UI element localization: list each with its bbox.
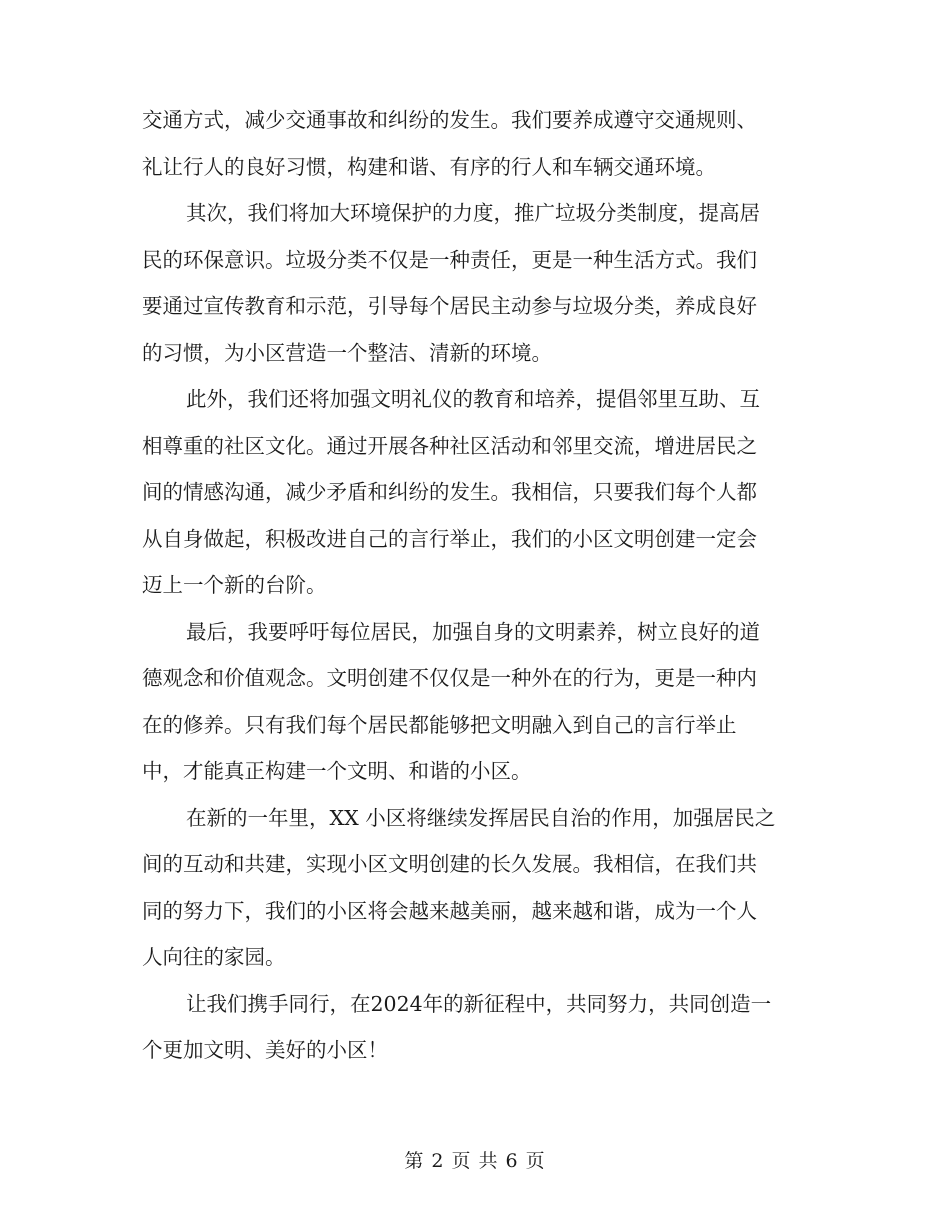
paragraph-first-line: 最后，我要呼吁每位居民，加强自身的文明素养，树立良好的道 — [186, 619, 760, 644]
page-number-footer: 第 2 页 共 6 页 — [404, 1150, 546, 1172]
text-line: 同的努力下，我们的小区将会越来越美丽，越来越和谐，成为一个人 — [142, 898, 757, 923]
text-line: 中，才能真正构建一个文明、和谐的小区。 — [142, 759, 532, 783]
text-line: 间的互动和共建，实现小区文明创建的长久发展。我相信，在我们共 — [142, 852, 757, 876]
paragraph-first-line: 其次，我们将加大环境保护的力度，推广垃圾分类制度，提高居 — [186, 201, 760, 225]
text-line: 礼让行人的良好习惯，构建和谐、有序的行人和车辆交通环境。 — [142, 154, 716, 179]
text-line: 在的修养。只有我们每个居民都能够把文明融入到自己的言行举止 — [142, 712, 737, 737]
text-line: 相尊重的社区文化。通过开展各种社区活动和邻里交流，增进居民之 — [142, 433, 757, 458]
paragraph-first-line: 此外，我们还将加强文明礼仪的教育和培养，提倡邻里互助、互 — [186, 387, 760, 411]
text-line: 间的情感沟通，减少矛盾和纠纷的发生。我相信，只要我们每个人都 — [142, 480, 757, 504]
text-line: 从自身做起，积极改进自己的言行举止，我们的小区文明创建一定会 — [142, 526, 757, 551]
text-line: 个更加文明、美好的小区！ — [142, 1038, 388, 1062]
document-body — [142, 97, 810, 1074]
paragraph-first-line: 让我们携手同行，在2024年的新征程中，共同努力，共同创造一 — [186, 991, 772, 1016]
text-line: 要通过宣传教育和示范，引导每个居民主动参与垃圾分类，养成良好 — [142, 294, 757, 318]
text-line: 人向往的家园。 — [142, 945, 286, 969]
paragraph-first-line: 在新的一年里，XX 小区将继续发挥居民自治的作用，加强居民之 — [186, 805, 776, 830]
text-line: 迈上一个新的台阶。 — [142, 573, 327, 597]
text-line: 民的环保意识。垃圾分类不仅是一种责任，更是一种生活方式。我们 — [142, 247, 757, 272]
text-line: 的习惯，为小区营造一个整洁、清新的环境。 — [142, 340, 552, 365]
text-line: 交通方式，减少交通事故和纠纷的发生。我们要养成遵守交通规则、 — [142, 108, 757, 132]
text-line: 德观念和价值观念。文明创建不仅仅是一种外在的行为，更是一种内 — [142, 666, 757, 690]
